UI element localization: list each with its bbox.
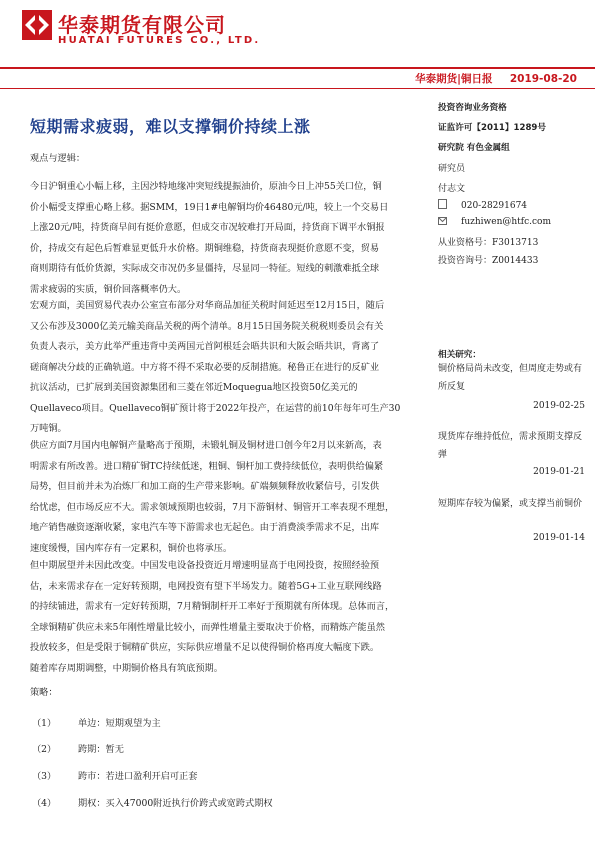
- license-title: 投资咨询业务资格: [438, 103, 507, 113]
- researcher-role: 研究员: [438, 164, 466, 174]
- strategy-number: （3）: [32, 771, 57, 782]
- strategy-item: [32, 715, 161, 729]
- strategy-number: （1）: [32, 718, 57, 729]
- strategy-item: [32, 741, 124, 755]
- strategy-number: （2）: [32, 744, 57, 755]
- text-line: 给忧虑，但市场反应不大。需求领域预期也较弱，7月下游铜材、铜管开工率表现不理想，: [30, 501, 395, 513]
- consult-number: 投资咨询号：Z0014433: [438, 256, 539, 266]
- phone-row: [438, 199, 527, 211]
- paragraph-market: [30, 177, 430, 300]
- text-line: 上涨20元/吨，持货商早间有挺价意愿，但成交市况较难打开局面，持货商下调平水铜报: [30, 222, 385, 233]
- strategy-text: 跨市：若进口盈利开启可正套: [78, 771, 198, 782]
- related-item-date: 2019-01-14: [533, 533, 585, 543]
- department: 研究院 有色金属组: [438, 143, 510, 153]
- header-divider: [0, 67, 595, 69]
- phone-number: 020-28291674: [461, 201, 528, 211]
- email-row: [438, 217, 551, 227]
- text-line: 的持续铺进，需求有一定好转预期，7月精铜制杆开工率好于预期就有所体现。总体而言，: [30, 601, 395, 612]
- logic-label: 观点与逻辑：: [30, 153, 86, 164]
- strategy-text: 跨期：暂无: [78, 744, 124, 755]
- text-line: 估，未来需求存在一定好转预期，电网投资有望下半场发力。随着5G+工业互联网线路: [30, 580, 382, 592]
- email-icon: [438, 217, 447, 225]
- paragraph-macro: [30, 296, 430, 440]
- text-line: 投放较多，但是受限于铜精矿供应，实际供应增量不足以使得铜价格再度大幅度下跌。: [30, 642, 380, 653]
- license-number: 证监许可【2011】1289号: [438, 123, 546, 133]
- phone-icon: [438, 199, 447, 209]
- related-item-text[interactable]: 现货库存维持低位，需求预期支撑反弹: [438, 432, 583, 460]
- company-name-en: HUATAI FUTURES CO., LTD.: [58, 35, 261, 46]
- report-tag: [415, 71, 577, 86]
- paragraph-supply: [30, 436, 430, 559]
- text-line: 宏观方面，美国贸易代表办公室宣布部分对华商品加征关税时间延迟至12月15日，随后: [30, 300, 385, 311]
- strategy-item: [32, 795, 273, 809]
- strategy-item: [32, 768, 197, 782]
- text-line: 价小幅受支撑重心略上移。据SMM，19日1#电解铜均价46480元/吨，较上一个交易日: [30, 201, 389, 213]
- related-item-text[interactable]: 铜价格局尚未改变，但周度走势或有所反复: [438, 364, 583, 392]
- report-date: 2019-08-20: [509, 73, 577, 85]
- researcher-name: 付志文: [438, 184, 466, 194]
- text-line: 速度缓慢，国内库存有一定累积，铜价也将承压。: [30, 542, 233, 554]
- related-item-date: 2019-01-21: [533, 467, 585, 477]
- text-line: 价，持成交有起色后暂难显更低升水价格。期铜维稳，持货商表现挺价意愿不变，贸易: [30, 242, 380, 254]
- subheader-divider: [0, 88, 595, 89]
- related-item-text[interactable]: 短期库存较为偏紧，或支撑当前铜价: [438, 499, 583, 509]
- text-line: 万吨铜。: [30, 423, 67, 434]
- report-title: 短期需求疲弱，难以支撑铜价持续上涨: [30, 117, 311, 136]
- text-line: 抗议活动，已扩展到美国资源集团和三菱在邻近Moquegua地区投资50亿美元的: [30, 382, 358, 393]
- text-line: 负责人表示，美方此举严重违背中美两国元首阿根廷会晤共识和大阪会晤共识，背离了: [30, 341, 380, 352]
- company-logo-icon: [22, 10, 52, 40]
- text-line: 随着库存周期调整，中期铜价格具有筑底预期。: [30, 662, 223, 674]
- text-line: 今日沪铜重心小幅上移，主因沙特地缘冲突短线提振油价，原油今日上冲55关口位，铜: [30, 181, 382, 192]
- text-line: 全球铜精矿供应未来5年刚性增量比较小，而弹性增量主要取决于价格，而精炼产能虽然: [30, 621, 385, 633]
- text-line: Quellaveco项目。Quellaveco铜矿预计将于2022年投产，在运营的前10年每年可生产30: [30, 402, 401, 414]
- text-line: 地产销售融资逐渐收紧，家电汽车等下游需求也无起色。由于消费淡季需求不足，出库: [30, 522, 380, 533]
- text-line: 磋商解决分歧的正确轨道。中方将不得不采取必要的反制措施。秘鲁正在进行的反矿业: [30, 361, 380, 373]
- company-name-cn: 华泰期货有限公司: [58, 13, 226, 37]
- report-type: 华泰期货|铜日报: [415, 73, 493, 85]
- email-link[interactable]: fuzhiwen@htfc.com: [461, 217, 552, 227]
- related-research-title: 相关研究：: [438, 350, 481, 360]
- strategy-text: 单边：短期观望为主: [78, 718, 161, 729]
- strategy-text: 期权：买入47000附近执行价跨式或宽跨式期权: [78, 798, 273, 809]
- text-line: 供应方面7月国内电解铜产量略高于预期，未锻轧铜及铜材进口创今年2月以来新高，表: [30, 440, 382, 451]
- strategy-number: （4）: [32, 798, 57, 809]
- qualification-number: 从业资格号：F3013713: [438, 238, 539, 248]
- text-line: 需求疲弱的实质，铜价回落概率仍大。: [30, 283, 187, 295]
- text-line: 又公布涉及3000亿美元输美商品关税的两个清单。8月15日国务院关税税则委员会有关: [30, 320, 384, 332]
- text-line: 但中期展望并未因此改变。中国发电设备投资近月增速明显高于电网投资，按照经验预: [30, 560, 380, 571]
- text-line: 明需求有所改善。进口精矿铜TC持续低迷，粗铜、铜杆加工费持续低位，表明供给偏紧: [30, 460, 384, 472]
- text-line: 商则期待有低价货源，实际成交市况仍多显僵持，尽显同一特征。短线的刺激难抵全球: [30, 263, 380, 274]
- paragraph-outlook: [30, 556, 430, 679]
- strategy-label: 策略：: [30, 687, 58, 698]
- related-item-date: 2019-02-25: [533, 401, 585, 411]
- text-line: 局势，但目前并未为冶炼厂和加工商的生产带来影响。矿端频频释放收紧信号，引发供: [30, 481, 380, 492]
